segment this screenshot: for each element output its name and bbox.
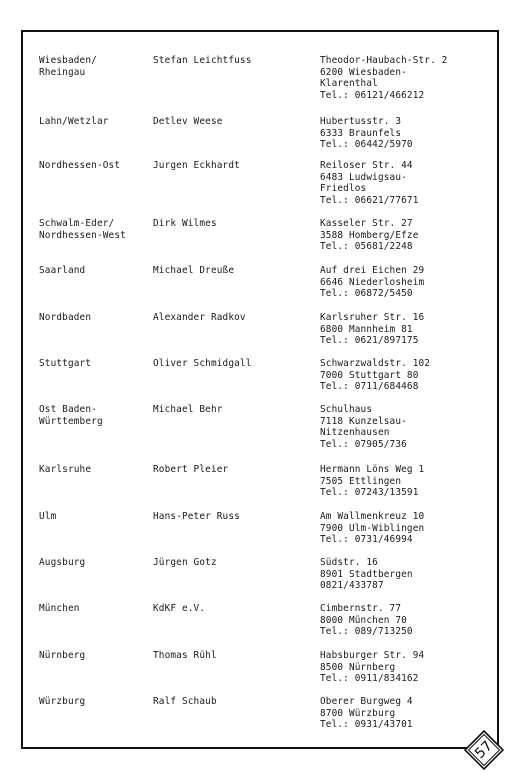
entry-region xyxy=(39,160,149,172)
entry-address-line: Tel.: 0911/834162 xyxy=(320,673,419,685)
entry-address-line: Nitzenhausen xyxy=(320,427,390,439)
entry-contact-line: Michael Dreuße xyxy=(153,265,235,276)
entry-address-line: Tel.: 05681/2248 xyxy=(320,241,413,253)
entry-region xyxy=(39,464,149,476)
entry-address-line: Tel.: 06621/77671 xyxy=(320,194,419,206)
entry-address-line: 8901 Stadtbergen xyxy=(320,568,413,580)
entry-contact-line: KdKF e.V. xyxy=(153,603,206,614)
entry-region-line: Rheingau xyxy=(39,66,86,78)
entry-region-line: München xyxy=(39,603,80,614)
entry-region xyxy=(39,116,149,128)
entry-address-line: 8000 München 70 xyxy=(320,614,407,626)
entry-region xyxy=(39,696,149,708)
entry-region xyxy=(39,511,149,523)
entry-address-line: Tel.: 089/713250 xyxy=(320,626,413,638)
entry-contact xyxy=(153,312,313,324)
entry-region-line: Ulm xyxy=(39,511,57,522)
page-frame xyxy=(21,30,499,749)
entry-address-line: 6333 Braunfels xyxy=(320,127,402,139)
entry-address-line: Hubertusstr. 3 xyxy=(320,116,402,127)
entry-contact xyxy=(153,557,313,569)
entry-contact xyxy=(153,358,313,370)
entry-address xyxy=(320,404,495,450)
entry-address-line: Tel.: 06121/466212 xyxy=(320,89,425,101)
entry-address-line: Kasseler Str. 27 xyxy=(320,218,413,229)
entry-contact-line: Oliver Schmidgall xyxy=(153,358,252,369)
entry-region-line: Nordbaden xyxy=(39,312,92,323)
entry-address-line: Hermann Löns Weg 1 xyxy=(320,464,425,475)
entry-address xyxy=(320,55,495,101)
entry-address xyxy=(320,696,495,731)
entry-address xyxy=(320,160,495,206)
entry-address-line: Schulhaus xyxy=(320,404,373,415)
entry-address-line: Theodor-Haubach-Str. 2 xyxy=(320,55,448,66)
entry-address xyxy=(320,116,495,151)
entry-address-line: Friedlos xyxy=(320,183,367,195)
entry-address-line: Oberer Burgweg 4 xyxy=(320,696,413,707)
entry-address-line: Tel.: 0711/684468 xyxy=(320,381,419,393)
entry-address xyxy=(320,218,495,253)
entry-address-line: Schwarzwaldstr. 102 xyxy=(320,358,431,369)
entry-address-line: Reiloser Str. 44 xyxy=(320,160,413,171)
entry-region xyxy=(39,603,149,615)
entry-address xyxy=(320,557,495,592)
entry-contact xyxy=(153,218,313,230)
entry-address-line: 7000 Stuttgart 80 xyxy=(320,369,419,381)
entry-contact-line: Detlev Weese xyxy=(153,116,223,127)
entry-contact-line: Ralf Schaub xyxy=(153,696,217,707)
entry-address-line: Tel.: 0931/43701 xyxy=(320,719,413,731)
entry-region-line: Württemberg xyxy=(39,415,103,427)
entry-address xyxy=(320,265,495,300)
entry-contact xyxy=(153,404,313,416)
entry-contact-line: Michael Behr xyxy=(153,404,223,415)
entry-region-line: Nordhessen-Ost xyxy=(39,160,121,171)
entry-address xyxy=(320,464,495,499)
entry-region-line: Schwalm-Eder/ xyxy=(39,218,115,229)
entry-contact xyxy=(153,116,313,128)
entry-region-line: Augsburg xyxy=(39,557,86,568)
entry-region xyxy=(39,218,149,241)
entry-address-line: Tel.: 06872/5450 xyxy=(320,288,413,300)
entry-region-line: Saarland xyxy=(39,265,86,276)
entry-contact xyxy=(153,650,313,662)
entry-contact xyxy=(153,511,313,523)
entry-address-line: Klarenthal xyxy=(320,78,378,90)
entry-address-line: 6483 Ludwigsau- xyxy=(320,171,407,183)
entry-region xyxy=(39,358,149,370)
entry-address-line: Südstr. 16 xyxy=(320,557,378,568)
entry-region-line: Würzburg xyxy=(39,696,86,707)
entry-address xyxy=(320,511,495,546)
entry-address-line: Tel.: 0621/897175 xyxy=(320,335,419,347)
entry-address-line: 7505 Ettlingen xyxy=(320,475,402,487)
entry-contact xyxy=(153,464,313,476)
entry-region xyxy=(39,312,149,324)
entry-region xyxy=(39,404,149,427)
entry-region xyxy=(39,557,149,569)
entry-contact-line: Thomas Rühl xyxy=(153,650,217,661)
entry-region-line: Stuttgart xyxy=(39,358,92,369)
page-number-badge xyxy=(464,730,504,770)
entry-region xyxy=(39,265,149,277)
entry-address-line: Cimbernstr. 77 xyxy=(320,603,402,614)
page-number: 57 xyxy=(472,738,496,762)
entry-contact xyxy=(153,696,313,708)
entry-address-line: 3588 Homberg/Efze xyxy=(320,229,419,241)
entry-contact xyxy=(153,603,313,615)
entry-address-line: Tel.: 06442/5970 xyxy=(320,139,413,151)
entry-address-line: Tel.: 07243/13591 xyxy=(320,487,419,499)
entry-contact-line: Jurgen Eckhardt xyxy=(153,160,240,171)
entry-address-line: Tel.: 07905/736 xyxy=(320,438,407,450)
entry-address-line: Auf drei Eichen 29 xyxy=(320,265,425,276)
entry-contact-line: Alexander Radkov xyxy=(153,312,246,323)
entry-address xyxy=(320,603,495,638)
entry-address-line: 8700 Würzburg xyxy=(320,707,396,719)
entry-region-line: Wiesbaden/ xyxy=(39,55,97,66)
entry-region xyxy=(39,650,149,662)
entry-contact xyxy=(153,55,313,67)
entry-address xyxy=(320,358,495,393)
entry-address xyxy=(320,312,495,347)
entry-contact-line: Hans-Peter Russ xyxy=(153,511,240,522)
entry-region-line: Nürnberg xyxy=(39,650,86,661)
entry-contact-line: Jürgen Gotz xyxy=(153,557,217,568)
entry-address-line: Karlsruher Str. 16 xyxy=(320,312,425,323)
entry-address-line: 6646 Niederlosheim xyxy=(320,276,425,288)
entry-contact xyxy=(153,160,313,172)
entry-contact-line: Robert Pleier xyxy=(153,464,229,475)
entry-contact-line: Stefan Leichtfuss xyxy=(153,55,252,66)
entry-contact xyxy=(153,265,313,277)
entry-address-line: Am Wallmenkreuz 10 xyxy=(320,511,425,522)
entry-region xyxy=(39,55,149,78)
entry-region-line: Lahn/Wetzlar xyxy=(39,116,109,127)
entry-address-line: Habsburger Str. 94 xyxy=(320,650,425,661)
entry-address-line: 0821/433787 xyxy=(320,580,384,592)
entry-region-line: Ost Baden- xyxy=(39,404,97,415)
entry-address-line: 6800 Mannheim 81 xyxy=(320,323,413,335)
entry-region-line: Karlsruhe xyxy=(39,464,92,475)
entry-address xyxy=(320,650,495,685)
entry-address-line: 6200 Wiesbaden- xyxy=(320,66,407,78)
entry-address-line: Tel.: 0731/46994 xyxy=(320,534,413,546)
entry-address-line: 8500 Nürnberg xyxy=(320,661,396,673)
entry-address-line: 7118 Kunzelsau- xyxy=(320,415,407,427)
entry-address-line: 7900 Ulm-Wiblingen xyxy=(320,522,425,534)
entry-region-line: Nordhessen-West xyxy=(39,229,126,241)
entry-contact-line: Dirk Wilmes xyxy=(153,218,217,229)
